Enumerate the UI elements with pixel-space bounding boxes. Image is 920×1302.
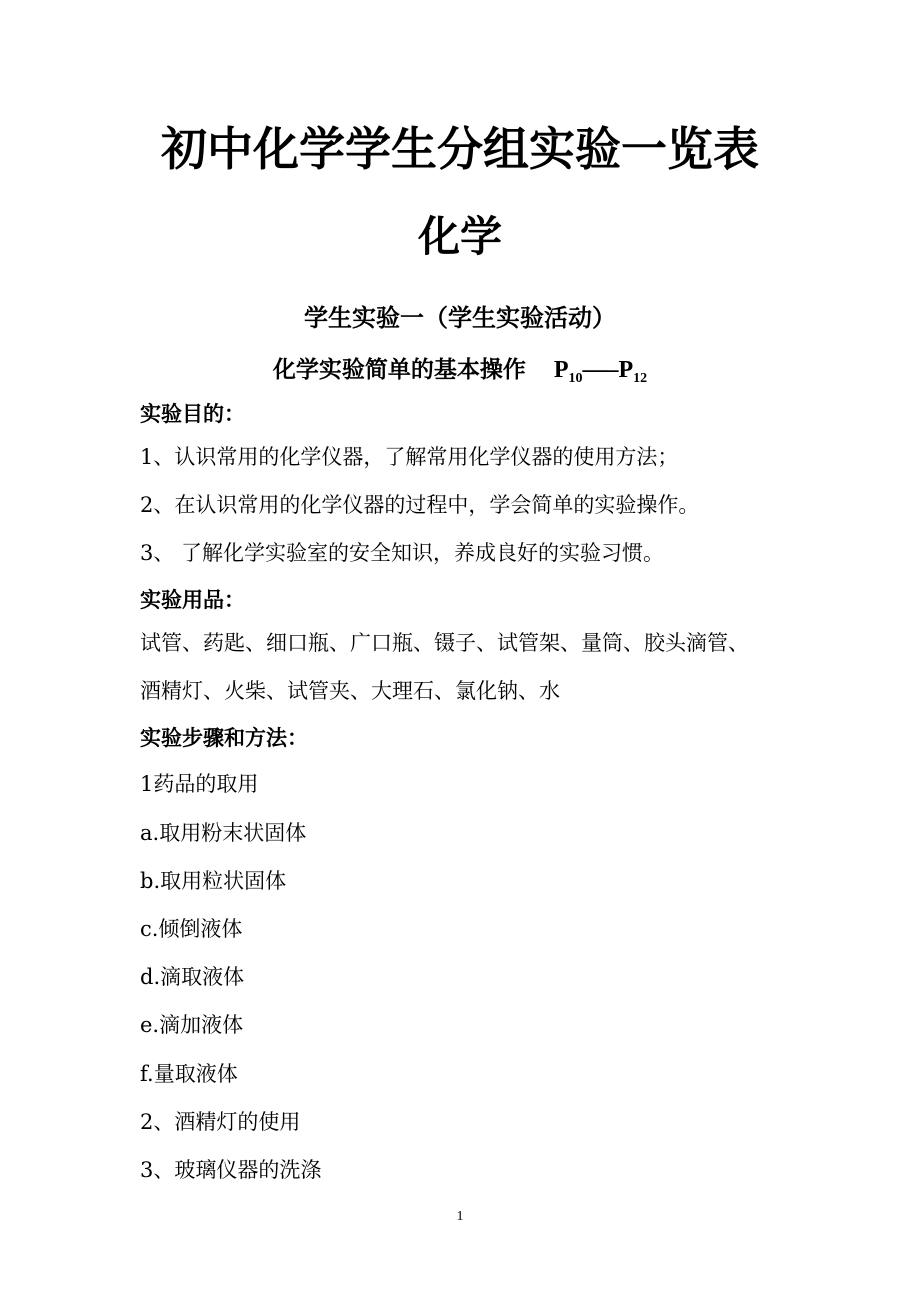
step-line: 3、玻璃仪器的洗涤 [140, 1158, 322, 1182]
purpose-heading: 实验目的： [140, 402, 245, 426]
purpose-item: 3、 了解化学实验室的安全知识，养成良好的实验习惯。 [140, 541, 665, 565]
page-ref-start-number: 10 [568, 371, 583, 386]
step-line: e.滴加液体 [140, 1013, 244, 1037]
materials-line: 酒精灯、火柴、试管夹、大理石、氯化钠、水 [140, 679, 560, 703]
page-number: 1 [456, 1209, 464, 1224]
steps-heading: 实验步骤和方法： [140, 726, 308, 750]
document-title: 初中化学学生分组实验一览表 [161, 122, 759, 176]
step-line: b.取用粒状固体 [140, 869, 287, 893]
subject-heading: 化学 [417, 212, 502, 261]
step-line: 1药品的取用 [140, 772, 259, 796]
page-ref-dash: —– [582, 357, 619, 383]
step-line: 2、酒精灯的使用 [140, 1110, 301, 1134]
page-ref-end: P [618, 357, 634, 383]
step-line: f.量取液体 [140, 1062, 238, 1086]
step-line: a.取用粉末状固体 [140, 821, 307, 845]
experiment-title: 学生实验一（学生实验活动） [304, 304, 616, 332]
step-line: d.滴取液体 [140, 965, 245, 989]
materials-line: 试管、药匙、细口瓶、广口瓶、镊子、试管架、量筒、胶头滴管、 [140, 631, 749, 655]
experiment-name-line [0, 352, 920, 397]
page-ref-start: P [553, 357, 569, 383]
step-line: c.倾倒液体 [140, 917, 243, 941]
page-reference [553, 357, 648, 386]
experiment-name: 化学实验简单的基本操作 [272, 357, 526, 383]
purpose-item: 1、认识常用的化学仪器，了解常用化学仪器的使用方法； [140, 445, 679, 469]
purpose-item: 2、在认识常用的化学仪器的过程中，学会简单的实验操作。 [140, 493, 700, 517]
page-ref-end-number: 12 [633, 371, 648, 386]
materials-heading: 实验用品： [140, 588, 245, 612]
